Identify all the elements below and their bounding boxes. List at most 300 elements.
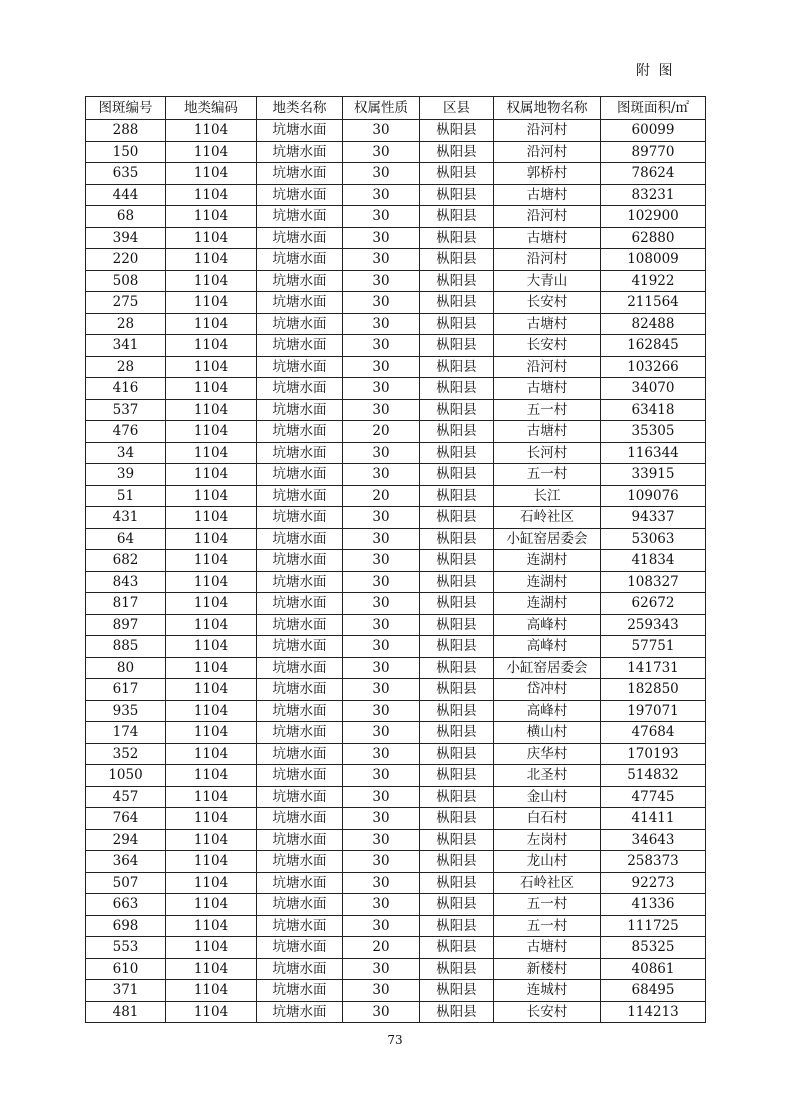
cell-land-code: 1104 — [166, 421, 257, 443]
cell-ownership-type: 30 — [343, 378, 420, 400]
cell-county: 枞阳县 — [420, 851, 494, 873]
cell-area: 83231 — [601, 184, 706, 206]
cell-area: 111725 — [601, 915, 706, 937]
cell-parcel-id: 764 — [86, 808, 166, 830]
cell-owner-name: 沿河村 — [494, 356, 601, 378]
table-row — [86, 399, 706, 421]
cell-parcel-id: 64 — [86, 528, 166, 550]
table-row — [86, 958, 706, 980]
cell-land-code: 1104 — [166, 141, 257, 163]
cell-land-code: 1104 — [166, 120, 257, 142]
cell-county: 枞阳县 — [420, 378, 494, 400]
cell-parcel-id: 817 — [86, 593, 166, 615]
table-row — [86, 636, 706, 658]
cell-ownership-type: 20 — [343, 937, 420, 959]
cell-area: 34643 — [601, 829, 706, 851]
cell-county: 枞阳县 — [420, 206, 494, 228]
cell-area: 68495 — [601, 980, 706, 1002]
cell-parcel-id: 507 — [86, 872, 166, 894]
cell-land-type: 坑塘水面 — [257, 485, 343, 507]
cell-parcel-id: 51 — [86, 485, 166, 507]
table-row — [86, 937, 706, 959]
cell-area: 109076 — [601, 485, 706, 507]
cell-area: 41834 — [601, 550, 706, 572]
cell-owner-name: 五一村 — [494, 894, 601, 916]
cell-land-type: 坑塘水面 — [257, 937, 343, 959]
column-header-area: 图斑面积/㎡ — [601, 97, 706, 120]
cell-land-code: 1104 — [166, 657, 257, 679]
cell-owner-name: 金山村 — [494, 786, 601, 808]
cell-area: 35305 — [601, 421, 706, 443]
cell-land-code: 1104 — [166, 937, 257, 959]
cell-parcel-id: 885 — [86, 636, 166, 658]
cell-area: 211564 — [601, 292, 706, 314]
cell-owner-name: 连湖村 — [494, 550, 601, 572]
cell-owner-name: 沿河村 — [494, 141, 601, 163]
cell-ownership-type: 30 — [343, 700, 420, 722]
cell-parcel-id: 39 — [86, 464, 166, 486]
cell-county: 枞阳县 — [420, 915, 494, 937]
cell-ownership-type: 30 — [343, 829, 420, 851]
cell-ownership-type: 30 — [343, 636, 420, 658]
table-row — [86, 120, 706, 142]
table-row — [86, 184, 706, 206]
cell-parcel-id: 537 — [86, 399, 166, 421]
cell-owner-name: 沿河村 — [494, 249, 601, 271]
cell-land-type: 坑塘水面 — [257, 915, 343, 937]
column-header-ownership-type: 权属性质 — [343, 97, 420, 120]
cell-ownership-type: 30 — [343, 120, 420, 142]
cell-area: 33915 — [601, 464, 706, 486]
cell-ownership-type: 30 — [343, 808, 420, 830]
cell-parcel-id: 682 — [86, 550, 166, 572]
cell-parcel-id: 843 — [86, 571, 166, 593]
cell-parcel-id: 663 — [86, 894, 166, 916]
cell-county: 枞阳县 — [420, 980, 494, 1002]
table-row — [86, 528, 706, 550]
cell-parcel-id: 416 — [86, 378, 166, 400]
land-parcel-table — [85, 96, 706, 1023]
cell-ownership-type: 30 — [343, 163, 420, 185]
cell-parcel-id: 371 — [86, 980, 166, 1002]
page-number: 73 — [387, 1033, 403, 1047]
cell-land-code: 1104 — [166, 743, 257, 765]
cell-parcel-id: 34 — [86, 442, 166, 464]
cell-ownership-type: 30 — [343, 915, 420, 937]
cell-county: 枞阳县 — [420, 335, 494, 357]
cell-land-type: 坑塘水面 — [257, 593, 343, 615]
cell-land-type: 坑塘水面 — [257, 442, 343, 464]
cell-area: 92273 — [601, 872, 706, 894]
table-row — [86, 163, 706, 185]
cell-land-code: 1104 — [166, 206, 257, 228]
table-row — [86, 786, 706, 808]
cell-land-type: 坑塘水面 — [257, 829, 343, 851]
cell-land-type: 坑塘水面 — [257, 550, 343, 572]
table-row — [86, 485, 706, 507]
cell-county: 枞阳县 — [420, 829, 494, 851]
table-row — [86, 657, 706, 679]
cell-land-type: 坑塘水面 — [257, 270, 343, 292]
cell-ownership-type: 30 — [343, 292, 420, 314]
cell-area: 197071 — [601, 700, 706, 722]
cell-area: 47684 — [601, 722, 706, 744]
cell-ownership-type: 30 — [343, 958, 420, 980]
table-row — [86, 464, 706, 486]
cell-ownership-type: 30 — [343, 206, 420, 228]
table-row — [86, 571, 706, 593]
cell-parcel-id: 80 — [86, 657, 166, 679]
cell-county: 枞阳县 — [420, 593, 494, 615]
cell-area: 102900 — [601, 206, 706, 228]
cell-land-type: 坑塘水面 — [257, 141, 343, 163]
cell-land-code: 1104 — [166, 163, 257, 185]
cell-area: 89770 — [601, 141, 706, 163]
cell-ownership-type: 30 — [343, 184, 420, 206]
table-row — [86, 765, 706, 787]
cell-area: 62672 — [601, 593, 706, 615]
table-row — [86, 915, 706, 937]
cell-county: 枞阳县 — [420, 507, 494, 529]
cell-ownership-type: 30 — [343, 657, 420, 679]
table-row — [86, 894, 706, 916]
cell-ownership-type: 30 — [343, 550, 420, 572]
cell-parcel-id: 444 — [86, 184, 166, 206]
cell-owner-name: 左岗村 — [494, 829, 601, 851]
cell-land-type: 坑塘水面 — [257, 1001, 343, 1023]
cell-owner-name: 大青山 — [494, 270, 601, 292]
cell-land-type: 坑塘水面 — [257, 120, 343, 142]
cell-land-type: 坑塘水面 — [257, 700, 343, 722]
cell-ownership-type: 30 — [343, 528, 420, 550]
cell-land-code: 1104 — [166, 442, 257, 464]
cell-county: 枞阳县 — [420, 528, 494, 550]
cell-owner-name: 高峰村 — [494, 614, 601, 636]
cell-land-code: 1104 — [166, 356, 257, 378]
cell-land-type: 坑塘水面 — [257, 335, 343, 357]
column-header-county: 区县 — [420, 97, 494, 120]
cell-county: 枞阳县 — [420, 700, 494, 722]
cell-owner-name: 小缸窑居委会 — [494, 657, 601, 679]
cell-ownership-type: 30 — [343, 507, 420, 529]
cell-parcel-id: 476 — [86, 421, 166, 443]
table-body — [86, 120, 706, 1023]
cell-land-type: 坑塘水面 — [257, 808, 343, 830]
cell-land-code: 1104 — [166, 292, 257, 314]
cell-parcel-id: 481 — [86, 1001, 166, 1023]
table-row — [86, 292, 706, 314]
cell-county: 枞阳县 — [420, 141, 494, 163]
cell-parcel-id: 457 — [86, 786, 166, 808]
cell-parcel-id: 28 — [86, 356, 166, 378]
cell-land-code: 1104 — [166, 378, 257, 400]
cell-county: 枞阳县 — [420, 722, 494, 744]
cell-land-code: 1104 — [166, 313, 257, 335]
cell-area: 182850 — [601, 679, 706, 701]
cell-ownership-type: 30 — [343, 249, 420, 271]
cell-land-type: 坑塘水面 — [257, 227, 343, 249]
cell-county: 枞阳县 — [420, 464, 494, 486]
cell-ownership-type: 30 — [343, 141, 420, 163]
table-header — [86, 97, 706, 120]
cell-owner-name: 石岭社区 — [494, 872, 601, 894]
cell-ownership-type: 30 — [343, 894, 420, 916]
cell-land-code: 1104 — [166, 249, 257, 271]
cell-land-type: 坑塘水面 — [257, 980, 343, 1002]
cell-area: 82488 — [601, 313, 706, 335]
cell-owner-name: 五一村 — [494, 915, 601, 937]
table-row — [86, 808, 706, 830]
cell-county: 枞阳县 — [420, 399, 494, 421]
cell-area: 103266 — [601, 356, 706, 378]
cell-county: 枞阳县 — [420, 270, 494, 292]
cell-owner-name: 长河村 — [494, 442, 601, 464]
cell-land-type: 坑塘水面 — [257, 184, 343, 206]
cell-land-type: 坑塘水面 — [257, 872, 343, 894]
cell-land-type: 坑塘水面 — [257, 894, 343, 916]
cell-parcel-id: 220 — [86, 249, 166, 271]
cell-land-code: 1104 — [166, 184, 257, 206]
cell-owner-name: 岱冲村 — [494, 679, 601, 701]
cell-owner-name: 长安村 — [494, 292, 601, 314]
cell-area: 94337 — [601, 507, 706, 529]
cell-area: 78624 — [601, 163, 706, 185]
cell-county: 枞阳县 — [420, 1001, 494, 1023]
cell-ownership-type: 20 — [343, 485, 420, 507]
cell-land-code: 1104 — [166, 980, 257, 1002]
cell-county: 枞阳县 — [420, 292, 494, 314]
cell-county: 枞阳县 — [420, 421, 494, 443]
cell-land-code: 1104 — [166, 399, 257, 421]
cell-ownership-type: 30 — [343, 786, 420, 808]
table-row — [86, 313, 706, 335]
cell-land-type: 坑塘水面 — [257, 249, 343, 271]
column-header-parcel-id: 图斑编号 — [86, 97, 166, 120]
cell-owner-name: 石岭社区 — [494, 507, 601, 529]
table-row — [86, 442, 706, 464]
table-row — [86, 700, 706, 722]
cell-parcel-id: 28 — [86, 313, 166, 335]
cell-land-type: 坑塘水面 — [257, 722, 343, 744]
cell-area: 108327 — [601, 571, 706, 593]
cell-parcel-id: 698 — [86, 915, 166, 937]
table-row — [86, 1001, 706, 1023]
cell-owner-name: 小缸窑居委会 — [494, 528, 601, 550]
cell-ownership-type: 30 — [343, 614, 420, 636]
cell-area: 259343 — [601, 614, 706, 636]
cell-parcel-id: 352 — [86, 743, 166, 765]
appendix-label: 附 图 — [636, 63, 675, 79]
cell-area: 40861 — [601, 958, 706, 980]
cell-county: 枞阳县 — [420, 120, 494, 142]
cell-area: 41411 — [601, 808, 706, 830]
cell-owner-name: 古塘村 — [494, 184, 601, 206]
cell-county: 枞阳县 — [420, 571, 494, 593]
cell-county: 枞阳县 — [420, 227, 494, 249]
cell-parcel-id: 610 — [86, 958, 166, 980]
cell-land-type: 坑塘水面 — [257, 313, 343, 335]
cell-land-type: 坑塘水面 — [257, 636, 343, 658]
cell-land-type: 坑塘水面 — [257, 399, 343, 421]
cell-parcel-id: 1050 — [86, 765, 166, 787]
column-header-land-code: 地类编码 — [166, 97, 257, 120]
cell-owner-name: 五一村 — [494, 464, 601, 486]
cell-ownership-type: 20 — [343, 421, 420, 443]
cell-county: 枞阳县 — [420, 614, 494, 636]
table-row — [86, 722, 706, 744]
cell-county: 枞阳县 — [420, 184, 494, 206]
cell-owner-name: 新楼村 — [494, 958, 601, 980]
cell-land-code: 1104 — [166, 722, 257, 744]
cell-area: 141731 — [601, 657, 706, 679]
cell-county: 枞阳县 — [420, 743, 494, 765]
cell-county: 枞阳县 — [420, 163, 494, 185]
cell-county: 枞阳县 — [420, 872, 494, 894]
cell-land-code: 1104 — [166, 700, 257, 722]
cell-owner-name: 古塘村 — [494, 937, 601, 959]
cell-land-code: 1104 — [166, 786, 257, 808]
cell-owner-name: 高峰村 — [494, 636, 601, 658]
cell-parcel-id: 288 — [86, 120, 166, 142]
cell-area: 41336 — [601, 894, 706, 916]
cell-land-code: 1104 — [166, 636, 257, 658]
table-row — [86, 507, 706, 529]
cell-area: 57751 — [601, 636, 706, 658]
table-row — [86, 550, 706, 572]
cell-area: 60099 — [601, 120, 706, 142]
cell-land-type: 坑塘水面 — [257, 657, 343, 679]
cell-land-type: 坑塘水面 — [257, 206, 343, 228]
cell-parcel-id: 275 — [86, 292, 166, 314]
cell-owner-name: 长江 — [494, 485, 601, 507]
table-row — [86, 614, 706, 636]
cell-area: 34070 — [601, 378, 706, 400]
cell-parcel-id: 617 — [86, 679, 166, 701]
cell-land-code: 1104 — [166, 765, 257, 787]
cell-county: 枞阳县 — [420, 808, 494, 830]
cell-county: 枞阳县 — [420, 657, 494, 679]
table-header-row — [86, 97, 706, 120]
cell-ownership-type: 30 — [343, 722, 420, 744]
cell-ownership-type: 30 — [343, 335, 420, 357]
column-header-owner-name: 权属地物名称 — [494, 97, 601, 120]
cell-area: 63418 — [601, 399, 706, 421]
cell-county: 枞阳县 — [420, 894, 494, 916]
cell-owner-name: 长安村 — [494, 335, 601, 357]
cell-ownership-type: 30 — [343, 270, 420, 292]
cell-area: 62880 — [601, 227, 706, 249]
cell-owner-name: 古塘村 — [494, 313, 601, 335]
table-row — [86, 356, 706, 378]
table-row — [86, 249, 706, 271]
table-row — [86, 593, 706, 615]
cell-land-type: 坑塘水面 — [257, 356, 343, 378]
table-row — [86, 980, 706, 1002]
cell-land-type: 坑塘水面 — [257, 958, 343, 980]
cell-area: 258373 — [601, 851, 706, 873]
cell-owner-name: 古塘村 — [494, 227, 601, 249]
cell-land-type: 坑塘水面 — [257, 851, 343, 873]
cell-owner-name: 横山村 — [494, 722, 601, 744]
cell-land-code: 1104 — [166, 227, 257, 249]
cell-county: 枞阳县 — [420, 786, 494, 808]
table-row — [86, 335, 706, 357]
cell-ownership-type: 30 — [343, 356, 420, 378]
table-row — [86, 270, 706, 292]
cell-land-code: 1104 — [166, 808, 257, 830]
cell-county: 枞阳县 — [420, 937, 494, 959]
table-row — [86, 378, 706, 400]
cell-parcel-id: 364 — [86, 851, 166, 873]
cell-area: 47745 — [601, 786, 706, 808]
cell-land-code: 1104 — [166, 679, 257, 701]
cell-county: 枞阳县 — [420, 765, 494, 787]
cell-county: 枞阳县 — [420, 636, 494, 658]
cell-owner-name: 沿河村 — [494, 120, 601, 142]
cell-land-code: 1104 — [166, 485, 257, 507]
cell-area: 85325 — [601, 937, 706, 959]
cell-land-code: 1104 — [166, 270, 257, 292]
cell-area: 162845 — [601, 335, 706, 357]
cell-ownership-type: 30 — [343, 464, 420, 486]
cell-county: 枞阳县 — [420, 679, 494, 701]
cell-ownership-type: 30 — [343, 593, 420, 615]
table-row — [86, 679, 706, 701]
cell-land-code: 1104 — [166, 464, 257, 486]
cell-land-type: 坑塘水面 — [257, 464, 343, 486]
cell-ownership-type: 30 — [343, 571, 420, 593]
cell-land-code: 1104 — [166, 872, 257, 894]
cell-parcel-id: 68 — [86, 206, 166, 228]
cell-parcel-id: 341 — [86, 335, 166, 357]
cell-area: 514832 — [601, 765, 706, 787]
table-row — [86, 829, 706, 851]
cell-land-type: 坑塘水面 — [257, 614, 343, 636]
table-row — [86, 141, 706, 163]
cell-land-type: 坑塘水面 — [257, 528, 343, 550]
cell-ownership-type: 30 — [343, 851, 420, 873]
cell-county: 枞阳县 — [420, 313, 494, 335]
cell-owner-name: 龙山村 — [494, 851, 601, 873]
cell-land-code: 1104 — [166, 915, 257, 937]
cell-owner-name: 北圣村 — [494, 765, 601, 787]
cell-land-code: 1104 — [166, 593, 257, 615]
cell-ownership-type: 30 — [343, 313, 420, 335]
cell-parcel-id: 294 — [86, 829, 166, 851]
table-row — [86, 872, 706, 894]
cell-ownership-type: 30 — [343, 399, 420, 421]
cell-land-code: 1104 — [166, 958, 257, 980]
cell-land-type: 坑塘水面 — [257, 571, 343, 593]
cell-land-type: 坑塘水面 — [257, 507, 343, 529]
cell-area: 108009 — [601, 249, 706, 271]
cell-county: 枞阳县 — [420, 442, 494, 464]
cell-land-type: 坑塘水面 — [257, 786, 343, 808]
cell-land-code: 1104 — [166, 528, 257, 550]
cell-land-code: 1104 — [166, 335, 257, 357]
cell-owner-name: 沿河村 — [494, 206, 601, 228]
cell-land-code: 1104 — [166, 614, 257, 636]
cell-ownership-type: 30 — [343, 872, 420, 894]
cell-land-code: 1104 — [166, 851, 257, 873]
cell-owner-name: 五一村 — [494, 399, 601, 421]
table-row — [86, 421, 706, 443]
cell-parcel-id: 897 — [86, 614, 166, 636]
cell-parcel-id: 394 — [86, 227, 166, 249]
cell-owner-name: 郭桥村 — [494, 163, 601, 185]
cell-parcel-id: 553 — [86, 937, 166, 959]
cell-land-type: 坑塘水面 — [257, 163, 343, 185]
